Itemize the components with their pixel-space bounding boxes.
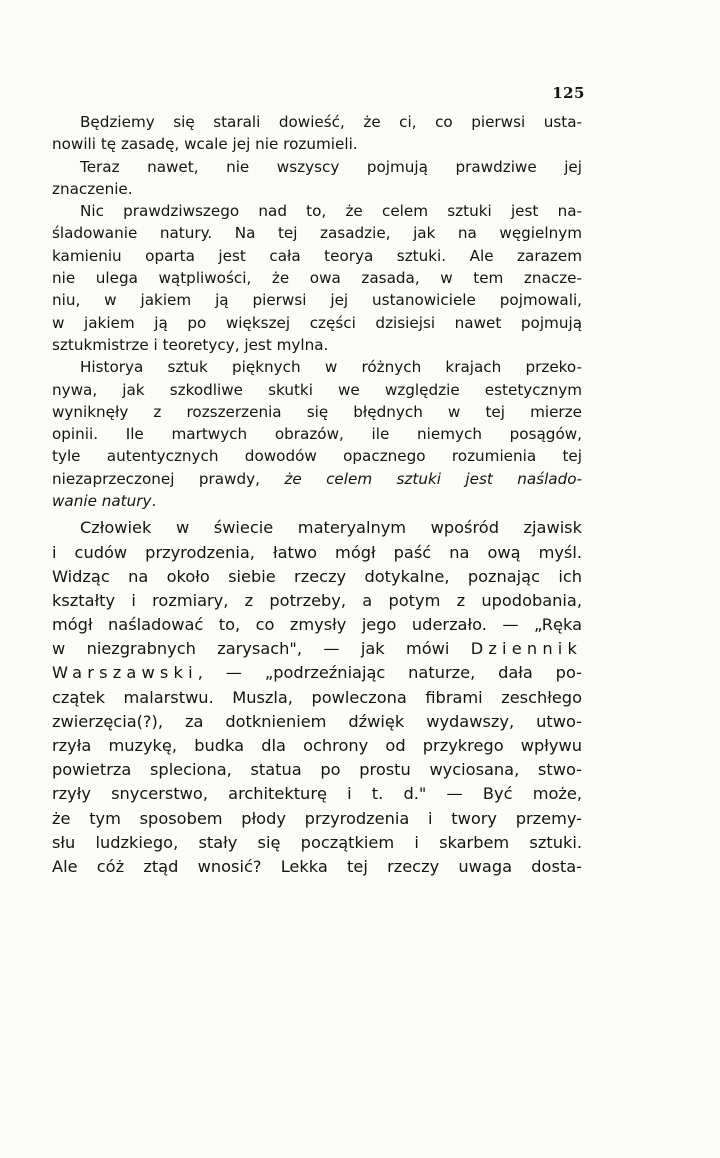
text-line: nowili tę zasadę, wcale jej nie rozumieli. [52,135,358,154]
text-line [52,490,582,512]
text-line: i cudów przyrodzenia, łatwo mógł paść na ową myśl. [52,542,582,562]
text-line: mógł naśladować to, co zmysły jego uderzało. — „Ręka [52,615,582,635]
text-line [52,637,582,661]
text-line: Historya sztuk pięknych w różnych krajach przeko- [80,358,582,377]
text-fragment: w niezgrabnych zarysach", — jak mówi [52,639,450,659]
text-line: nie ulega wątpliwości, że owa zasada, w tem znacze- [52,269,582,288]
text-line: że tym sposobem płody przyrodzenia i twory przemy- [52,808,582,828]
emphasis-text: wanie natury [52,492,152,511]
text-line: Teraz nawet, nie wszyscy pojmują prawdziwe jej [80,157,582,176]
text-line: Człowiek w świecie materyalnym wpośród zjawisk [80,518,582,538]
text-line: kamieniu oparta jest cała teorya sztuki. Ale zarazem [52,246,582,265]
text-line: czątek malarstwu. Muszla, powleczona fibrami zeschłego [52,687,582,707]
text-line: sztukmistrze i teoretycy, jest mylna. [52,335,329,354]
text-line: niu, w jakiem ją pierwsi jej ustanowiciele pojmowali, [52,291,582,310]
spaced-name: Dziennik [470,639,582,659]
spaced-name: Warszawski [52,663,198,683]
text-fragment: , — „podrzeźniając naturze, dała po- [197,663,582,683]
text-fragment: . [151,492,157,511]
text-line [52,661,582,685]
text-line: rzyły snycerstwo, architekturę i t. d." — Być może, [52,784,582,804]
text-line [52,468,582,490]
text-line: słu ludzkiego, stały się początkiem i skarbem sztuki. [52,832,582,852]
text-line: śladowanie natury. Na tej zasadzie, jak na węgielnym [52,224,582,243]
paragraph-5 [52,516,582,879]
text-line: Ale cóż ztąd wnosić? Lekka tej rzeczy uwaga dosta- [52,856,582,876]
text-fragment: niezaprzeczonej prawdy, [52,469,260,488]
text-line: znaczenie. [52,179,133,198]
text-line: powietrza spleciona, statua po prostu wyciosana, stwo- [52,760,582,780]
paragraph-3 [52,200,582,356]
text-line: nywa, jak szkodliwe skutki we względzie estetycznym [52,380,582,399]
text-line: w jakiem ją po większej części dzisiejsi nawet pojmują [52,313,582,332]
paragraph-1 [52,111,582,156]
text-line: Będziemy się starali dowieść, że ci, co pierwsi usta- [80,113,582,131]
text-line: opinii. Ile martwych obrazów, ile niemych posągów, [52,425,582,444]
text-line: Widząc na około siebie rzeczy dotykalne, poznając ich [52,566,582,586]
text-line: wyniknęły z rozszerzenia się błędnych w tej mierze [52,402,582,421]
text-line: Nic prawdziwszego nad to, że celem sztuki jest na- [80,202,582,221]
emphasis-text: że celem sztuki jest naślado- [284,469,583,488]
body-text [52,111,582,879]
text-line: kształty i rozmiary, z potrzeby, a potym z upodobania, [52,590,582,610]
text-line: zwierzęcia(?), za dotknieniem dźwięk wydawszy, utwo- [52,711,582,731]
text-line: tyle autentycznych dowodów opacznego rozumienia tej [52,447,582,466]
text-line: rzyła muzykę, budka dla ochrony od przykrego wpływu [52,736,582,756]
paragraph-2 [52,156,582,201]
paragraph-4 [52,356,582,512]
page-number: 125 [552,84,585,102]
